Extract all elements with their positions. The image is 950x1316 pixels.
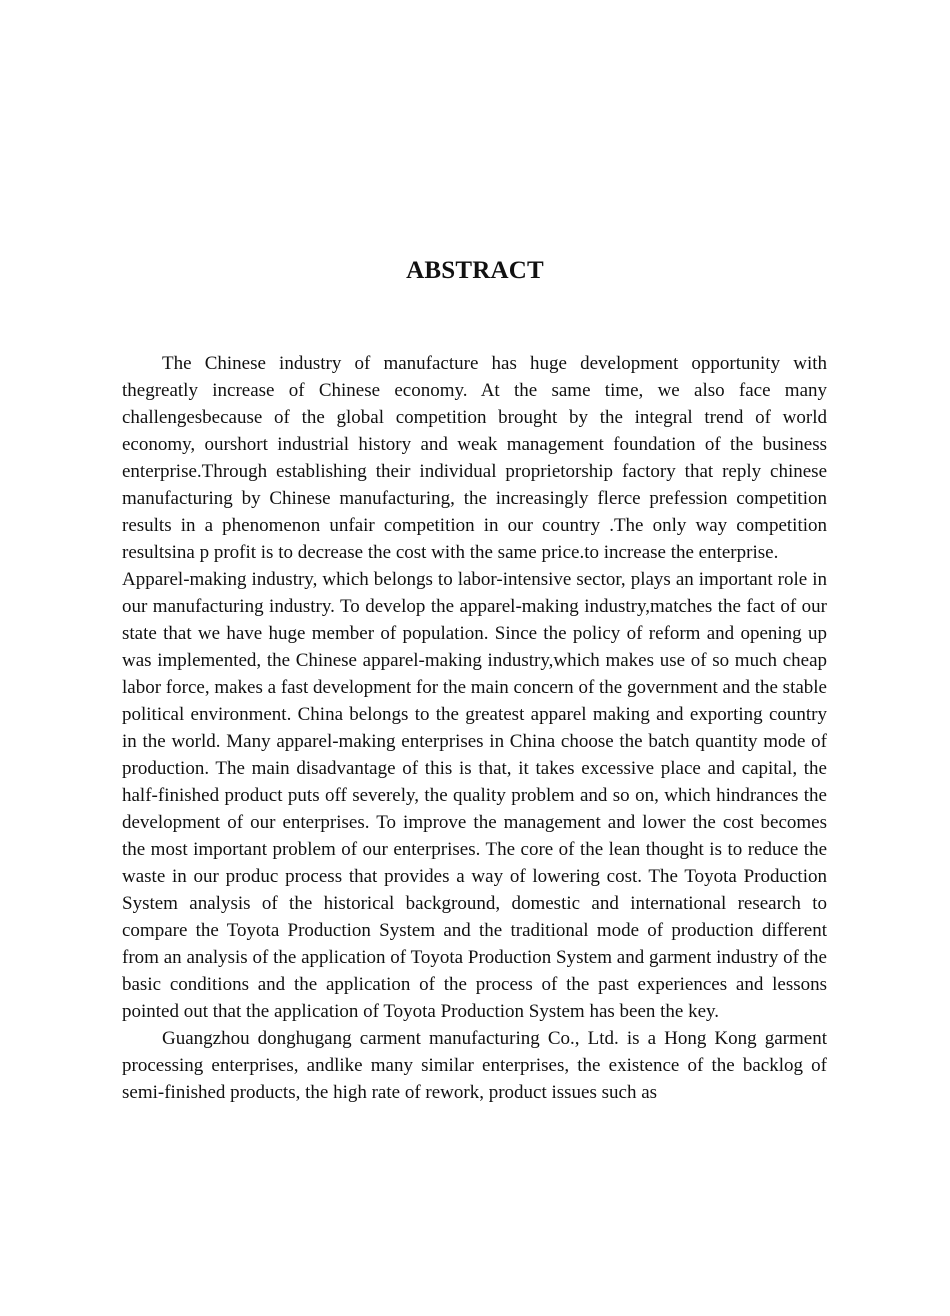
abstract-paragraph-1: The Chinese industry of manufacture has huge development opportunity with thegreatly increase of Chinese economy. At the same time, we also face many challengesbecause of the global competition brought by the integral trend of world economy, ourshort industrial history and weak management foundation of the business enterprise.Through establishing their individual proprietorship factory that reply chinese manufacturing by Chinese manufacturing, the increasingly flerce prefession competition results in a phenomenon unfair competition in our country .The only way competition resultsina p profit is to decrease the cost with the same price.to increase the enterprise. [122, 353, 827, 563]
abstract-paragraph-3: Guangzhou donghugang carment manufacturing Co., Ltd. is a Hong Kong garment processing enterprises, andlike many similar enterprises, the existence of the backlog of semi-finished products, the high rate of rework, product issues such as [122, 1028, 827, 1103]
abstract-body [122, 350, 827, 1106]
abstract-paragraph-2: Apparel-making industry, which belongs to labor-intensive sector, plays an important role in our manufacturing industry. To develop the apparel-making industry,matches the fact of our state that we have huge member of population. Since the policy of reform and opening up was implemented, the Chinese apparel-making industry,which makes use of so much cheap labor force, makes a fast development for the main concern of the government and the stable political environment. China belongs to the greatest apparel making and exporting country in the world. Many apparel-making enterprises in China choose the batch quantity mode of production. The main disadvantage of this is that, it takes excessive place and capital, the half-finished product puts off severely, the quality problem and so on, which hindrances the development of our enterprises. To improve the management and lower the cost becomes the most important problem of our enterprises. The core of the lean thought is to reduce the waste in our produc process that provides a way of lowering cost. The Toyota Production System analysis of the historical background, domestic and international research to compare the Toyota Production System and the traditional mode of production different from an analysis of the application of Toyota Production System and garment industry of the basic conditions and the application of the process of the past experiences and lessons pointed out that the application of Toyota Production System has been the key. [122, 569, 827, 1022]
abstract-heading: ABSTRACT [406, 257, 544, 284]
